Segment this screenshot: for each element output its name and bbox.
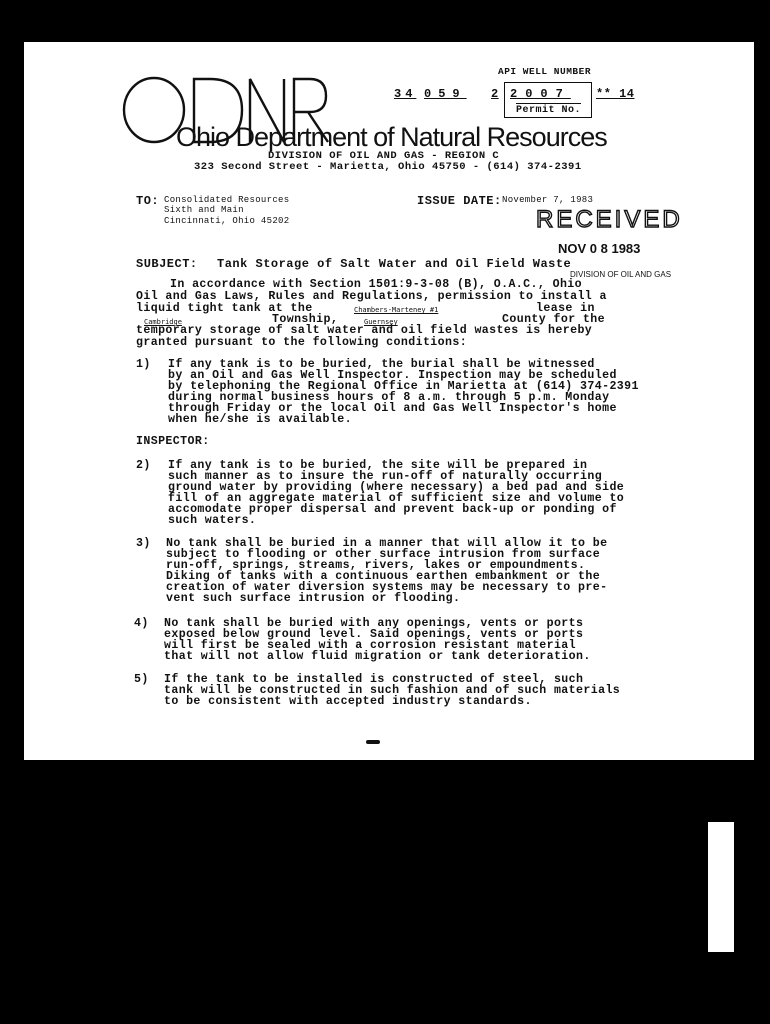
department-name: Ohio Department of Natural Resources [176,122,607,152]
issue-date-label: ISSUE DATE: [417,194,502,208]
subject-label: SUBJECT: [136,257,198,271]
division-line: DIVISION OF OIL AND GAS - REGION C [268,150,500,162]
intro-line-3b: lease in [536,302,595,315]
county-name: Guernsey [364,318,398,326]
condition-3-line: run-off, springs, streams, rivers, lakes or empoundments. [166,559,586,572]
intro-line-1: In accordance with Section 1501:9-3-08 (B), O.A.C., Ohio [170,278,583,291]
condition-1-line: through Friday or the local Oil and Gas Well Inspector's home [168,402,617,415]
api-county-code: 34 [394,87,417,101]
condition-2-line: If any tank is to be buried, the site will be prepared in [168,459,588,472]
condition-3-line: vent such surface intrusion or flooding. [166,592,461,605]
to-line-2: Sixth and Main [164,205,244,215]
api-label: API WELL NUMBER [498,66,592,77]
condition-1-number: 1) [136,358,151,371]
api-prefix: 059 [424,87,467,101]
scan-artifact [708,822,734,952]
address-line: 323 Second Street - Marietta, Ohio 45750 - (614) 374-2391 [194,161,582,173]
condition-1-line: by telephoning the Regional Office in Marietta at (614) 374-2391 [168,380,639,393]
condition-3-line: subject to flooding or other surface intrusion from surface [166,548,601,561]
intro-line-3a: liquid tight tank at the [136,302,313,315]
condition-2-line: such manner as to insure the run-off of naturally occurring [168,470,603,483]
condition-4-line: exposed below ground level. Said openings, vents or ports [164,628,584,641]
intro-line-4a: Township, [272,313,339,326]
api-suffix: ** 14 [596,87,635,101]
received-stamp: RECEIVED [536,206,683,233]
condition-5-line: to be consistent with accepted industry standards. [164,695,532,708]
condition-5-number: 5) [134,673,149,686]
condition-3-number: 3) [136,537,151,550]
scan-mark [366,740,380,744]
condition-1-line: If any tank is to be buried, the burial shall be witnessed [168,358,595,371]
condition-1-line: when he/she is available. [168,413,352,426]
condition-2-line: such waters. [168,514,257,527]
township-name: Cambridge [144,318,182,326]
stamp-division: DIVISION OF OIL AND GAS [570,270,672,279]
to-line-1: Consolidated Resources [164,195,290,205]
condition-1-line: during normal business hours of 8 a.m. through 5 p.m. Monday [168,391,610,404]
lease-name: Chambers-Marteney #1 [354,306,439,314]
condition-1-line: by an Oil and Gas Well Inspector. Inspection may be scheduled [168,369,617,382]
to-label: TO: [136,194,160,208]
condition-4-line: will first be sealed with a corrosion resistant material [164,639,577,652]
condition-2-line: fill of an aggregate material of sufficient size and volume to [168,492,625,505]
condition-2-line: accomodate proper dispersal and prevent back-up or ponding of [168,503,617,516]
intro-line-4b: County for the [502,313,606,326]
document-page [24,42,754,760]
issue-date-value: November 7, 1983 [502,195,594,205]
condition-4-line: No tank shall be buried with any openings, vents or ports [164,617,584,630]
intro-line-2: Oil and Gas Laws, Rules and Regulations, permission to install a [136,290,607,303]
api-permit: 2007 [510,87,571,101]
condition-3-line: No tank shall be buried in a manner that will allow it to be [166,537,608,550]
condition-2-line: ground water by providing (where necessary) a bed pad and side [168,481,625,494]
condition-4-number: 4) [134,617,149,630]
intro-line-5: temporary storage of salt water and oil field wastes is hereby [136,324,593,337]
inspector-label: INSPECTOR: [136,435,210,448]
condition-3-line: creation of water diversion systems may be necessary to pre- [166,581,608,594]
intro-line-6: granted pursuant to the following conditions: [136,336,468,349]
condition-4-line: that will not allow fluid migration or tank deterioration. [164,650,591,663]
received-date: NOV 0 8 1983 [558,241,641,256]
subject-text: Tank Storage of Salt Water and Oil Field Waste [217,257,572,271]
api-digit: 2 [491,87,499,101]
condition-5-line: If the tank to be installed is constructed of steel, such [164,673,584,686]
condition-5-line: tank will be constructed in such fashion and of such materials [164,684,621,697]
condition-3-line: Diking of tanks with a continuous earthen embankment or the [166,570,601,583]
permit-label: Permit No. [516,105,582,116]
condition-2-number: 2) [136,459,151,472]
to-line-3: Cincinnati, Ohio 45202 [164,216,290,226]
